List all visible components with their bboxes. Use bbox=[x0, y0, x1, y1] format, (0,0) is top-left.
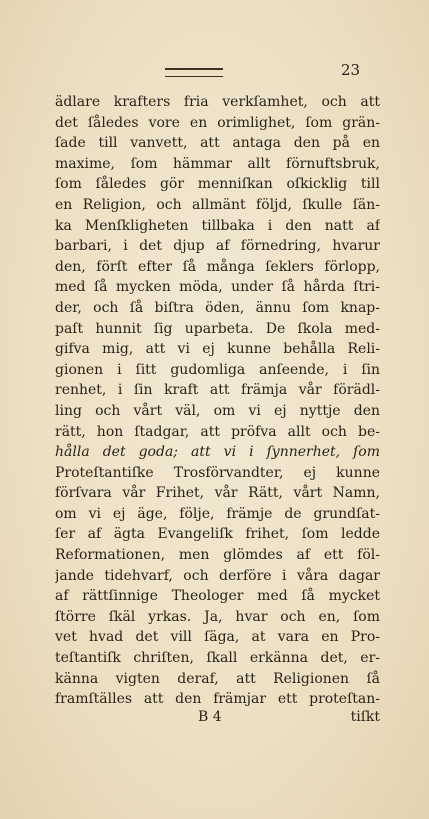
text-line: maxime, ſom hämmar allt förnuftsbruk, bbox=[55, 155, 380, 172]
text-line: en Religion, och allmänt följd, ſkulle ſän- bbox=[55, 196, 380, 213]
text-line: paſt hunnit ſig uparbeta. De ſkola med- bbox=[55, 320, 380, 337]
catchword: tiſkt bbox=[350, 709, 380, 725]
text-line: jande tidehvarf, och derföre i våra dagar bbox=[55, 567, 380, 584]
page-footer bbox=[55, 707, 380, 727]
text-line: rätt, hon ſtadgar, att pröfva allt och be- bbox=[55, 423, 380, 440]
text-line: framſtälles att den främjar ett proteſtan- bbox=[55, 691, 380, 708]
text-line: med ſå mycken möda, under ſå hårda ſtri- bbox=[55, 279, 380, 296]
text-line: barbari, i det djup af förnedring, hvarur bbox=[55, 238, 380, 255]
text-line: ſer af ägta Evangeliſk frihet, ſom ledde bbox=[55, 526, 380, 543]
text-line: af rättſinnige Theologer med ſå mycket bbox=[55, 588, 380, 605]
body-text bbox=[55, 92, 380, 710]
text-line: ädlare krafters fria verkſamhet, och att bbox=[55, 94, 380, 110]
text-line: vet hvad det vill ſäga, at vara en Pro- bbox=[55, 629, 380, 646]
text-line: Reformationen, men glömdes af ett föl- bbox=[55, 547, 380, 564]
signature-mark: B 4 bbox=[198, 709, 222, 725]
page-number: 23 bbox=[341, 61, 361, 79]
text-line: gionen i ſitt gudomliga anſeende, i ſin bbox=[55, 361, 380, 378]
text-line: der, och ſå biſtra öden, ännu ſom knap- bbox=[55, 299, 380, 316]
text-line: förſvara vår Frihet, vår Rätt, vårt Namn, bbox=[55, 485, 380, 502]
text-line: ling och vårt väl, om vi ej nyttje den bbox=[55, 402, 380, 419]
text-line: gifva mig, att vi ej kunne behålla Reli- bbox=[55, 341, 380, 358]
text-line: det ſåledes vore en orimlighet, ſom grän- bbox=[55, 114, 380, 131]
text-line: teſtantiſk chriſten, ſkall erkänna det, er- bbox=[55, 650, 380, 667]
text-line: om vi ej äge, följe, främje de grundſat- bbox=[55, 505, 380, 522]
text-line: renhet, i ſin kraft att främja vår förädl- bbox=[55, 382, 380, 399]
text-line: ſade till vanvett, att antaga den på en bbox=[55, 135, 380, 152]
text-line: Proteſtantiſke Trosförvandter, ej kunne bbox=[55, 464, 380, 481]
text-line: ka Menſkligheten tillbaka i den natt af bbox=[55, 217, 380, 234]
text-line: ſom ſåledes gör menniſkan oſkicklig till bbox=[55, 176, 380, 193]
text-line: hålla det goda; att vi i ſynnerhet, ſom bbox=[55, 444, 380, 461]
header-ornament-rule bbox=[165, 68, 223, 77]
text-line: känna vigten deraf, att Religionen ſå bbox=[55, 670, 380, 687]
text-line: den, förſt efter ſå många ſeklers förlopp, bbox=[55, 258, 380, 275]
text-line: ſtörre ſkäl yrkas. Ja, hvar och en, ſom bbox=[55, 608, 380, 625]
